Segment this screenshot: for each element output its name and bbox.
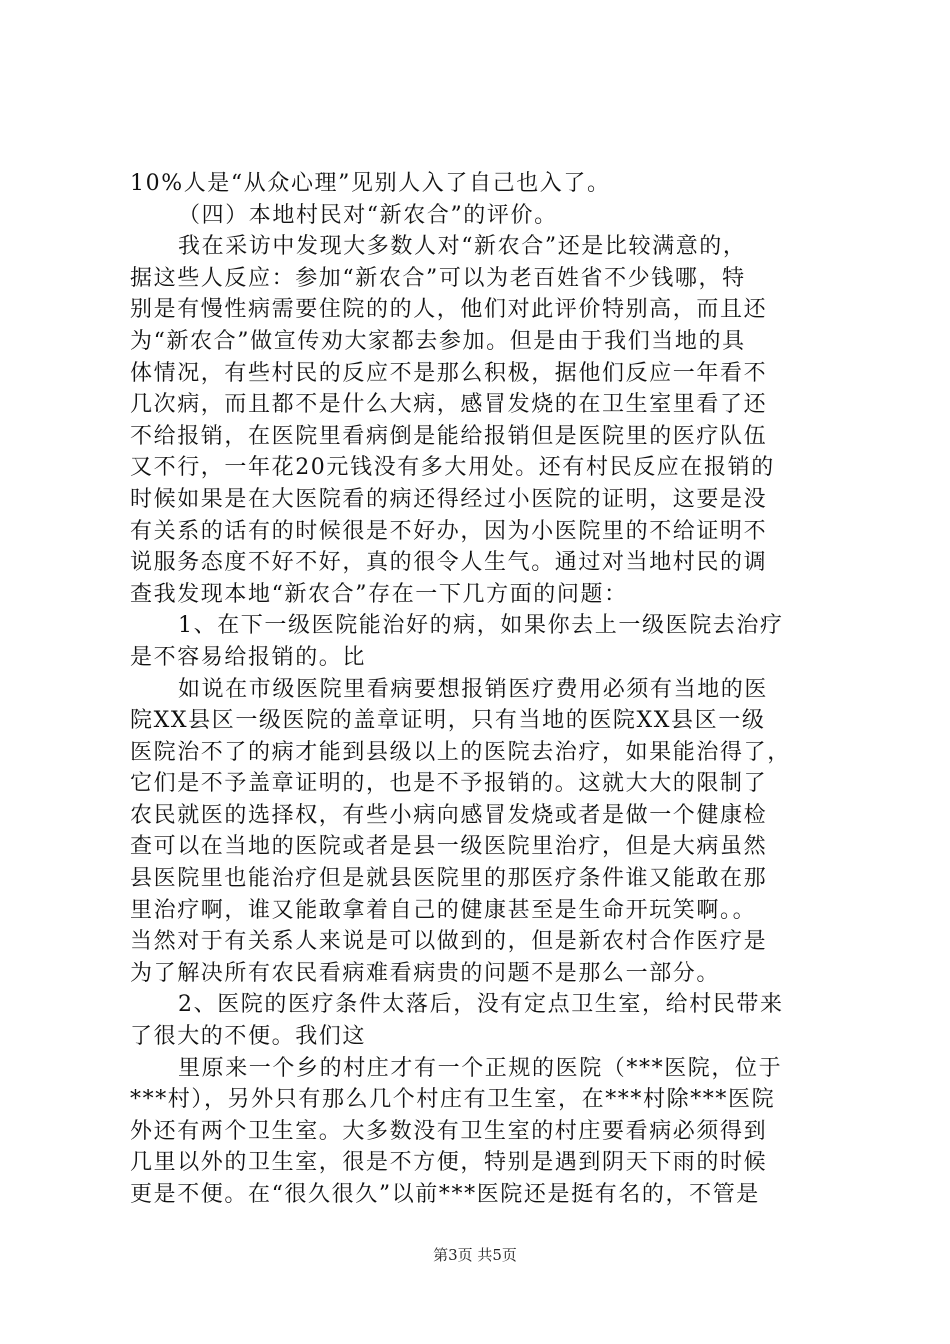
text-line: 是不容易给报销的。比 xyxy=(130,644,367,670)
text-line: ***村），另外只有那么几个村庄有卫生室，在***村除***医院 xyxy=(130,1087,776,1113)
text-line: 查我发现本地“新农合”存在一下几方面的问题： xyxy=(130,581,628,607)
text-line: 农民就医的选择权，有些小病向感冒发烧或者是做一个健康检 xyxy=(130,802,768,828)
text-line: 为“新农合”做宣传劝大家都去参加。但是由于我们当地的具 xyxy=(130,328,746,354)
page-number: 第3页 共5页 xyxy=(433,1246,517,1264)
text-line: 时候如果是在大医院看的病还得经过小医院的证明，这要是没 xyxy=(130,486,768,512)
text-line: 又不行，一年花20元钱没有多大用处。还有村民反应在报销的 xyxy=(130,455,775,481)
page-footer xyxy=(0,1244,950,1265)
document-body xyxy=(130,168,830,1211)
text-line: 查可以在当地的医院或者是县一级医院里治疗，但是大病虽然 xyxy=(130,834,768,860)
text-line: （四）本地村民对“新农合”的评价。 xyxy=(178,202,558,228)
text-line: 有关系的话有的时候很是不好办，因为小医院里的不给证明不 xyxy=(130,518,768,544)
text-line: 为了解决所有农民看病难看病贵的问题不是那么一部分。 xyxy=(130,960,721,986)
text-line: 如说在市级医院里看病要想报销医疗费用必须有当地的医 xyxy=(178,676,769,702)
text-line: 院XX县区一级医院的盖章证明，只有当地的医院XX县区一级 xyxy=(130,708,766,734)
text-line: 县医院里也能治疗但是就县医院里的那医疗条件谁又能敢在那 xyxy=(130,866,768,892)
text-line: 外还有两个卫生室。大多数没有卫生室的村庄要看病必须得到 xyxy=(130,1118,768,1144)
text-line: 了很大的不便。我们这 xyxy=(130,1024,367,1050)
text-line: 说服务态度不好不好，真的很令人生气。通过对当地村民的调 xyxy=(130,550,768,576)
text-line: 里原来一个乡的村庄才有一个正规的医院（***医院，位于 xyxy=(178,1055,783,1081)
text-line: 别是有慢性病需要住院的的人，他们对此评价特别高，而且还 xyxy=(130,297,768,323)
text-line: 里治疗啊，谁又能敢拿着自己的健康甚至是生命开玩笑啊。。 xyxy=(130,897,757,923)
text-line: 据这些人反应：参加“新农合”可以为老百姓省不少钱哪，特 xyxy=(130,265,746,291)
text-line: 我在采访中发现大多数人对“新农合”还是比较满意的， xyxy=(178,234,747,260)
text-line: 当然对于有关系人来说是可以做到的，但是新农村合作医疗是 xyxy=(130,929,768,955)
text-line: 不给报销，在医院里看病倒是能给报销但是医院里的医疗队伍 xyxy=(130,423,768,449)
text-line: 医院治不了的病才能到县级以上的医院去治疗，如果能治得了， xyxy=(130,739,791,765)
text-line: 2、医院的医疗条件太落后，没有定点卫生室，给村民带来 xyxy=(178,992,784,1018)
text-line: 几里以外的卫生室，很是不方便，特别是遇到阴天下雨的时候 xyxy=(130,1150,768,1176)
text-line: 体情况，有些村民的反应不是那么积极，据他们反应一年看不 xyxy=(130,360,768,386)
text-line: 1、在下一级医院能治好的病，如果你去上一级医院去治疗 xyxy=(178,613,784,639)
text-line: 更是不便。在“很久很久”以前***医院还是挺有名的，不管是 xyxy=(130,1182,760,1207)
text-line: 几次病，而且都不是什么大病，感冒发烧的在卫生室里看了还 xyxy=(130,392,768,418)
text-line: 10%人是“从众心理”见别人入了自己也入了。 xyxy=(130,171,611,196)
text-line: 它们是不予盖章证明的，也是不予报销的。这就大大的限制了 xyxy=(130,771,768,797)
